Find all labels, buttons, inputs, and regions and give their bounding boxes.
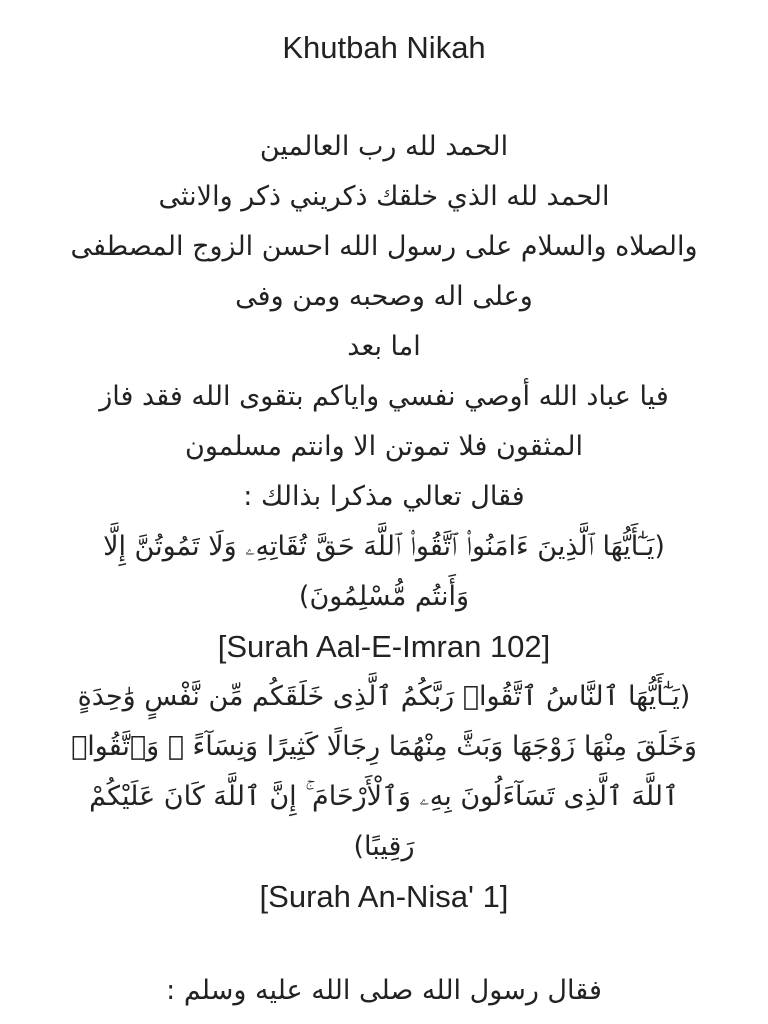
verse-2-line-4: رَقِيبًا) [353,831,415,862]
verse-2-line-2: وَخَلَقَ مِنْهَا زَوْجَهَا وَبَثَّ مِنْهُمَا رِجَالًا كَثِيرًا وَنِسَآءً ۚ وَٱتَّقُوا۟ [71,731,697,762]
verse-2-reference: [Surah An-Nisa' 1] [259,879,509,914]
opening-line-5: اما بعد [347,331,421,362]
opening-line-7: المثقون فلا تموتن الا وانتم مسلمون [185,431,583,462]
verse-1-reference: [Surah Aal-E-Imran 102] [217,629,551,664]
opening-line-6: فيا عباد الله أوصي نفسي واياكم بتقوى الله فقد فاز [99,381,669,412]
opening-line-4: وعلى اله وصحبه ومن وفى [235,281,533,312]
opening-line-3: والصلاه والسلام على رسول الله احسن الزوج المصطفى [70,231,698,262]
verse-1-line-1: (يَـٰٓأَيُّهَا ٱلَّذِينَ ءَامَنُوا۟ ٱتَّقُوا۟ ٱللَّهَ حَقَّ تُقَاتِهِۦ وَلَا تَمُوتُنَّ إِلَّا [103,531,665,562]
opening-line-8: فقال تعالي مذكرا بذالك : [243,481,525,512]
opening-line-2: الحمد لله الذي خلقك ذكريني ذكر والانثى [158,181,610,212]
spacer [18,922,750,966]
opening-line-1: الحمد لله رب العالمين [259,131,509,162]
page-title: Khutbah Nikah [282,30,486,65]
verse-2-line-3: ٱللَّهَ ٱلَّذِى تَسَآءَلُونَ بِهِۦ وَٱلْأَرْحَامَ ۚ إِنَّ ٱللَّهَ كَانَ عَلَيْكُمْ [89,781,679,812]
verse-2-line-1: (يَـٰٓأَيُّهَا ٱلنَّاسُ ٱتَّقُوا۟ رَبَّكُمُ ٱلَّذِى خَلَقَكُم مِّن نَّفْسٍ وَٰحِدَةٍ [77,681,691,712]
spacer [18,70,750,122]
closing-line: فقال رسول الله صلى الله عليه وسلم : [166,975,602,1006]
verse-1-line-2: وَأَنتُم مُّسْلِمُونَ) [298,581,470,612]
